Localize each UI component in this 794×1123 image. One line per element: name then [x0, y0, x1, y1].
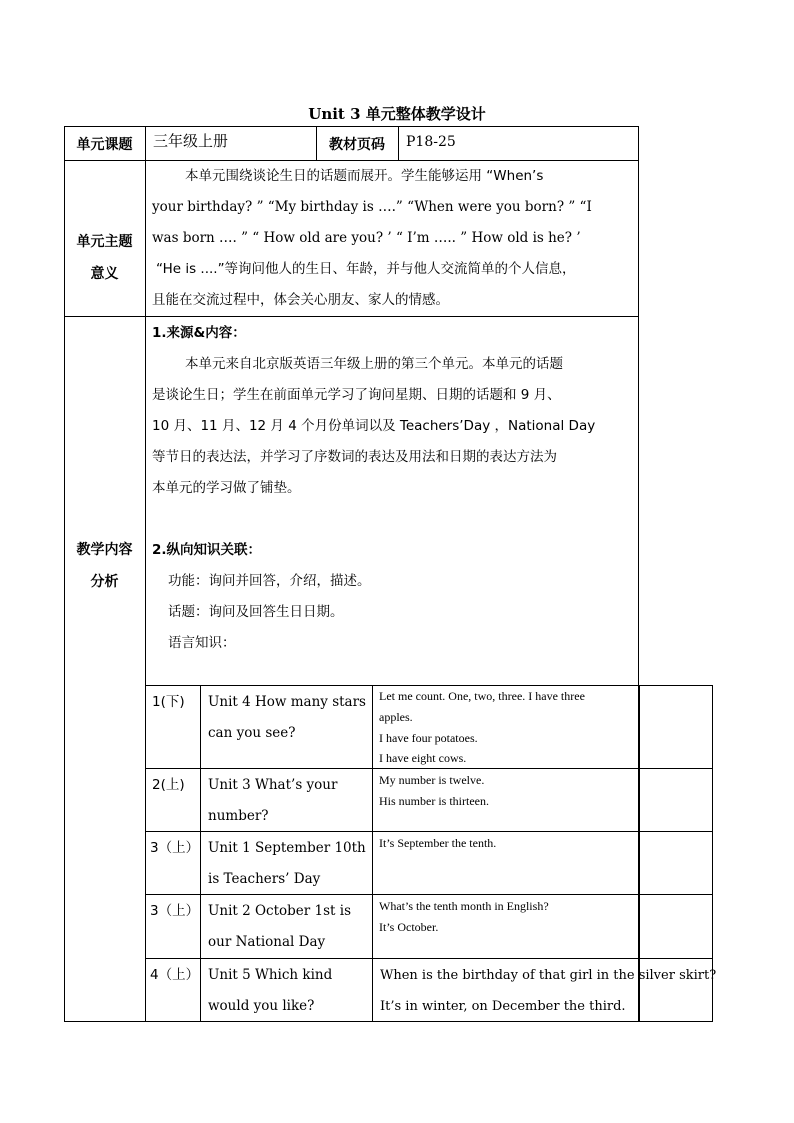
row5-unit-line2: would you like?: [208, 998, 315, 1014]
header-divider-2: [398, 126, 399, 160]
row3-sentence-1: It’s September the tenth.: [379, 836, 497, 850]
row4-sentence-1: What’s the tenth month in English?: [379, 899, 549, 913]
row2-sentence-1: My number is twelve.: [379, 773, 485, 787]
theme-line-1: 本单元围绕谈论生日的话题而展开。学生能够运用 “When’s: [185, 168, 544, 184]
source-line-4: 等节日的表达法，并学习了序数词的表达及用法和日期的表达方法为: [152, 449, 557, 465]
source-line-1: 本单元来自北京版英语三年级上册的第三个单元。本单元的话题: [185, 356, 563, 372]
row5-grade: 4（上）: [150, 967, 200, 983]
source-line-3: 10 月、11 月、12 月 4 个月份单词以及 Teachers’Day ，National Day: [152, 418, 596, 434]
row3-unit-line2: is Teachers’ Day: [208, 871, 321, 887]
row4-sentence-2: It’s October.: [379, 920, 439, 934]
theme-row-border: [64, 316, 639, 317]
row1-sentence-2: apples.: [379, 710, 413, 724]
analysis-label-line2: 分析: [90, 574, 119, 590]
unit-topic-value: 三年级上册: [153, 132, 229, 150]
knowledge-border-4: [145, 958, 713, 959]
analysis-label-line1: 教学内容: [76, 542, 133, 558]
row1-sentence-4: I have eight cows.: [379, 751, 467, 765]
row1-sentence-1: Let me count. One, two, three. I have three: [379, 689, 585, 703]
source-heading: 1.来源&内容：: [152, 325, 246, 341]
page-label: 教材页码: [329, 137, 385, 153]
page-value: P18-25: [406, 134, 456, 150]
theme-label-line2: 意义: [90, 266, 119, 282]
source-line-2: 是谈论生日；学生在前面单元学习了询问星期、日期的话题和 9 月、: [152, 387, 561, 403]
document-title: Unit 3 单元整体教学设计: [308, 105, 486, 123]
row4-unit-line2: our National Day: [208, 934, 326, 950]
unit-topic-label: 单元课题: [76, 137, 133, 153]
link-line-1: 功能：询问并回答，介绍，描述。: [168, 573, 371, 589]
analysis-label: [64, 534, 145, 598]
row1-unit-line1: Unit 4 How many stars: [208, 694, 366, 710]
theme-line-4: “He is ....”等询问他人的生日、年龄，并与他人交流简单的个人信息，: [156, 261, 576, 277]
theme-line-2: your birthday? ” “My birthday is ….” “When were you born? ” “I: [152, 199, 592, 215]
row4-unit-line1: Unit 2 October 1st is: [208, 903, 352, 919]
row3-grade: 3（上）: [150, 840, 200, 856]
link-heading: 2.纵向知识关联：: [152, 542, 262, 558]
row2-unit-line2: number?: [208, 808, 269, 824]
row4-grade: 3（上）: [150, 903, 200, 919]
row5-sentence-2: It’s in winter, on December the third.: [380, 999, 626, 1014]
theme-line-5: 且能在交流过程中，体会关心朋友、家人的情感。: [152, 292, 449, 308]
row1-sentence-3: I have four potatoes.: [379, 731, 478, 745]
row1-unit-line2: can you see?: [208, 725, 296, 741]
row5-sentence-1: When is the birthday of that girl in the silver skirt?: [380, 968, 717, 983]
row5-unit-line1: Unit 5 Which kind: [208, 967, 333, 983]
link-line-3: 语言知识：: [168, 635, 236, 651]
theme-label-line1: 单元主题: [76, 234, 133, 250]
knowledge-col-1: [200, 685, 201, 1021]
row2-grade: 2(上): [152, 777, 185, 793]
source-line-5: 本单元的学习做了铺垫。: [152, 480, 301, 496]
link-line-2: 话题：询问及回答生日日期。: [168, 604, 344, 620]
row2-unit-line1: Unit 3 What’s your: [208, 777, 338, 793]
table-top-border: [64, 126, 639, 127]
theme-line-3: was born …. ” “ How old are you? ’ “ I’m ….. ” How old is he? ’: [152, 230, 581, 246]
row3-unit-line1: Unit 1 September 10th: [208, 840, 366, 856]
knowledge-col-2: [372, 685, 373, 1021]
knowledge-col-0: [145, 685, 146, 1021]
theme-label: [64, 226, 145, 290]
row1-grade: 1(下): [152, 694, 185, 710]
row2-sentence-2: His number is thirteen.: [379, 794, 489, 808]
